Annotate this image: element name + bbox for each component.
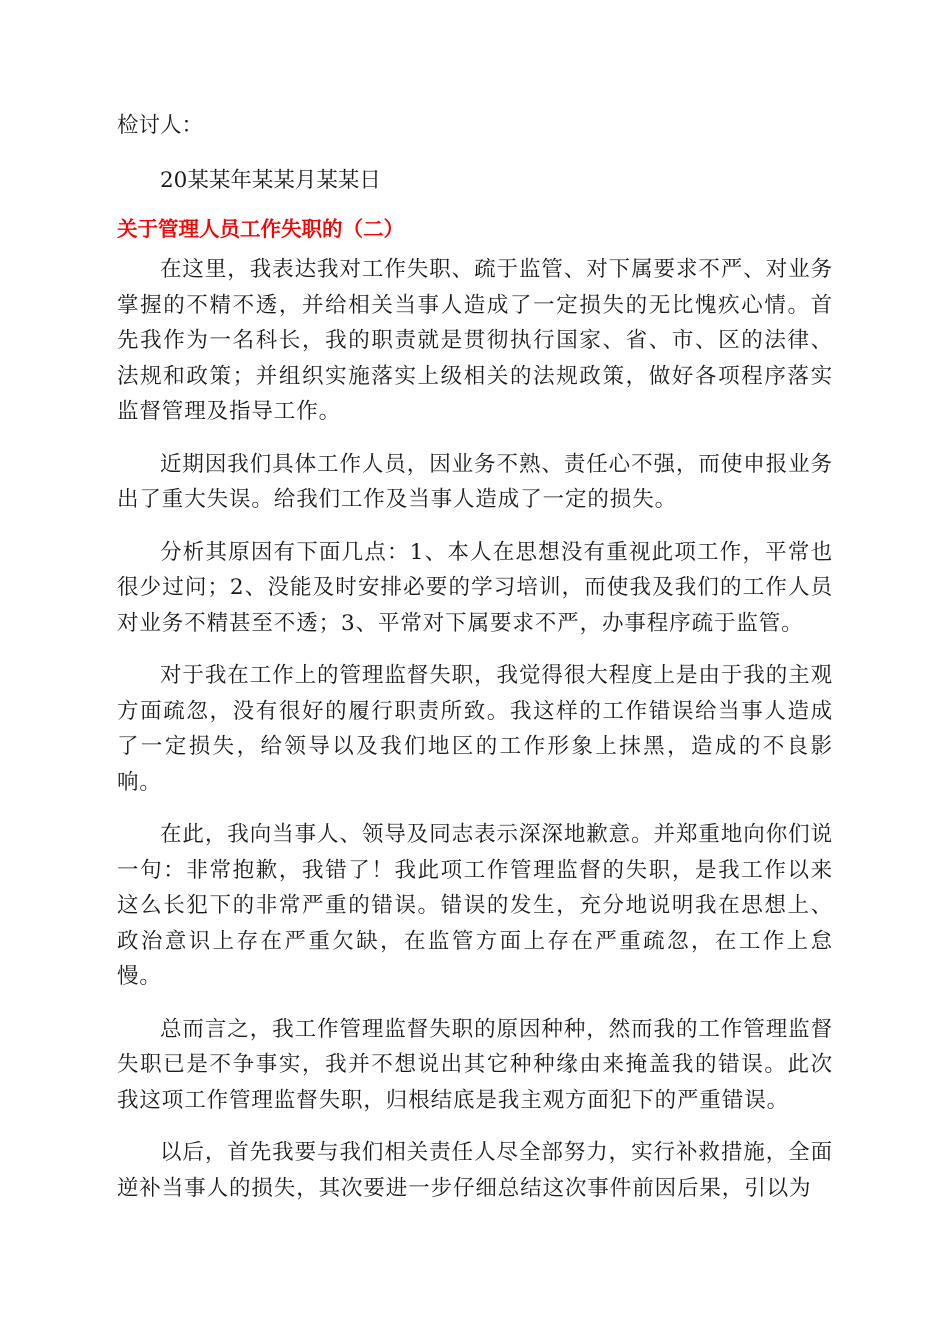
- document-page: [117, 108, 833, 1223]
- body-paragraph-7: 以后，首先我要与我们相关责任人尽全部努力，实行补救措施，全面逆补当事人的损失，其次要进一步仔细总结这次事件前因后果，引以为: [117, 1140, 833, 1201]
- body-paragraph-6: 总而言之，我工作管理监督失职的原因种种，然而我的工作管理监督失职已是不争事实，我并不想说出其它种种缘由来掩盖我的错误。此次我这项工作管理监督失职，归根结底是我主观方面犯下的严重错误。: [117, 1016, 833, 1113]
- body-paragraph-5: 在此，我向当事人、领导及同志表示深深地歉意。并郑重地向你们说一句：非常抱歉，我错了！我此项工作管理监督的失职，是我工作以来这么长犯下的非常严重的错误。错误的发生，充分地说明我在思想上、政治意识上存在严重欠缺，在监管方面上存在严重疏忽，在工作上怠慢。: [117, 822, 833, 989]
- section-title: 关于管理人员工作失职的（二）: [117, 217, 404, 241]
- date-line: 20某某年某某月某某日: [160, 168, 381, 193]
- body-paragraph-1: 在这里，我表达我对工作失职、疏于监管、对下属要求不严、对业务掌握的不精不透，并给相关当事人造成了一定损失的无比愧疚心情。首先我作为一名科长，我的职责就是贯彻执行国家、省、市、区的法律、法规和政策；并组织实施落实上级相关的法规政策，做好各项程序落实监督管理及指导工作。: [117, 257, 833, 424]
- signer-label: 检讨人：: [117, 113, 204, 138]
- body-paragraph-2: 近期因我们具体工作人员，因业务不熟、责任心不强，而使申报业务出了重大失误。给我们工作及当事人造成了一定的损失。: [117, 451, 833, 512]
- body-paragraph-4: 对于我在工作上的管理监督失职，我觉得很大程度上是由于我的主观方面疏忽，没有很好的履行职责所致。我这样的工作错误给当事人造成了一定损失，给领导以及我们地区的工作形象上抹黑，造成的不良影响。: [117, 663, 833, 795]
- body-paragraph-3: 分析其原因有下面几点：1、本人在思想没有重视此项工作，平常也很少过问；2、没能及时安排必要的学习培训，而使我及我们的工作人员对业务不精甚至不透；3、平常对下属要求不严，办事程序疏于监管。: [117, 539, 833, 636]
